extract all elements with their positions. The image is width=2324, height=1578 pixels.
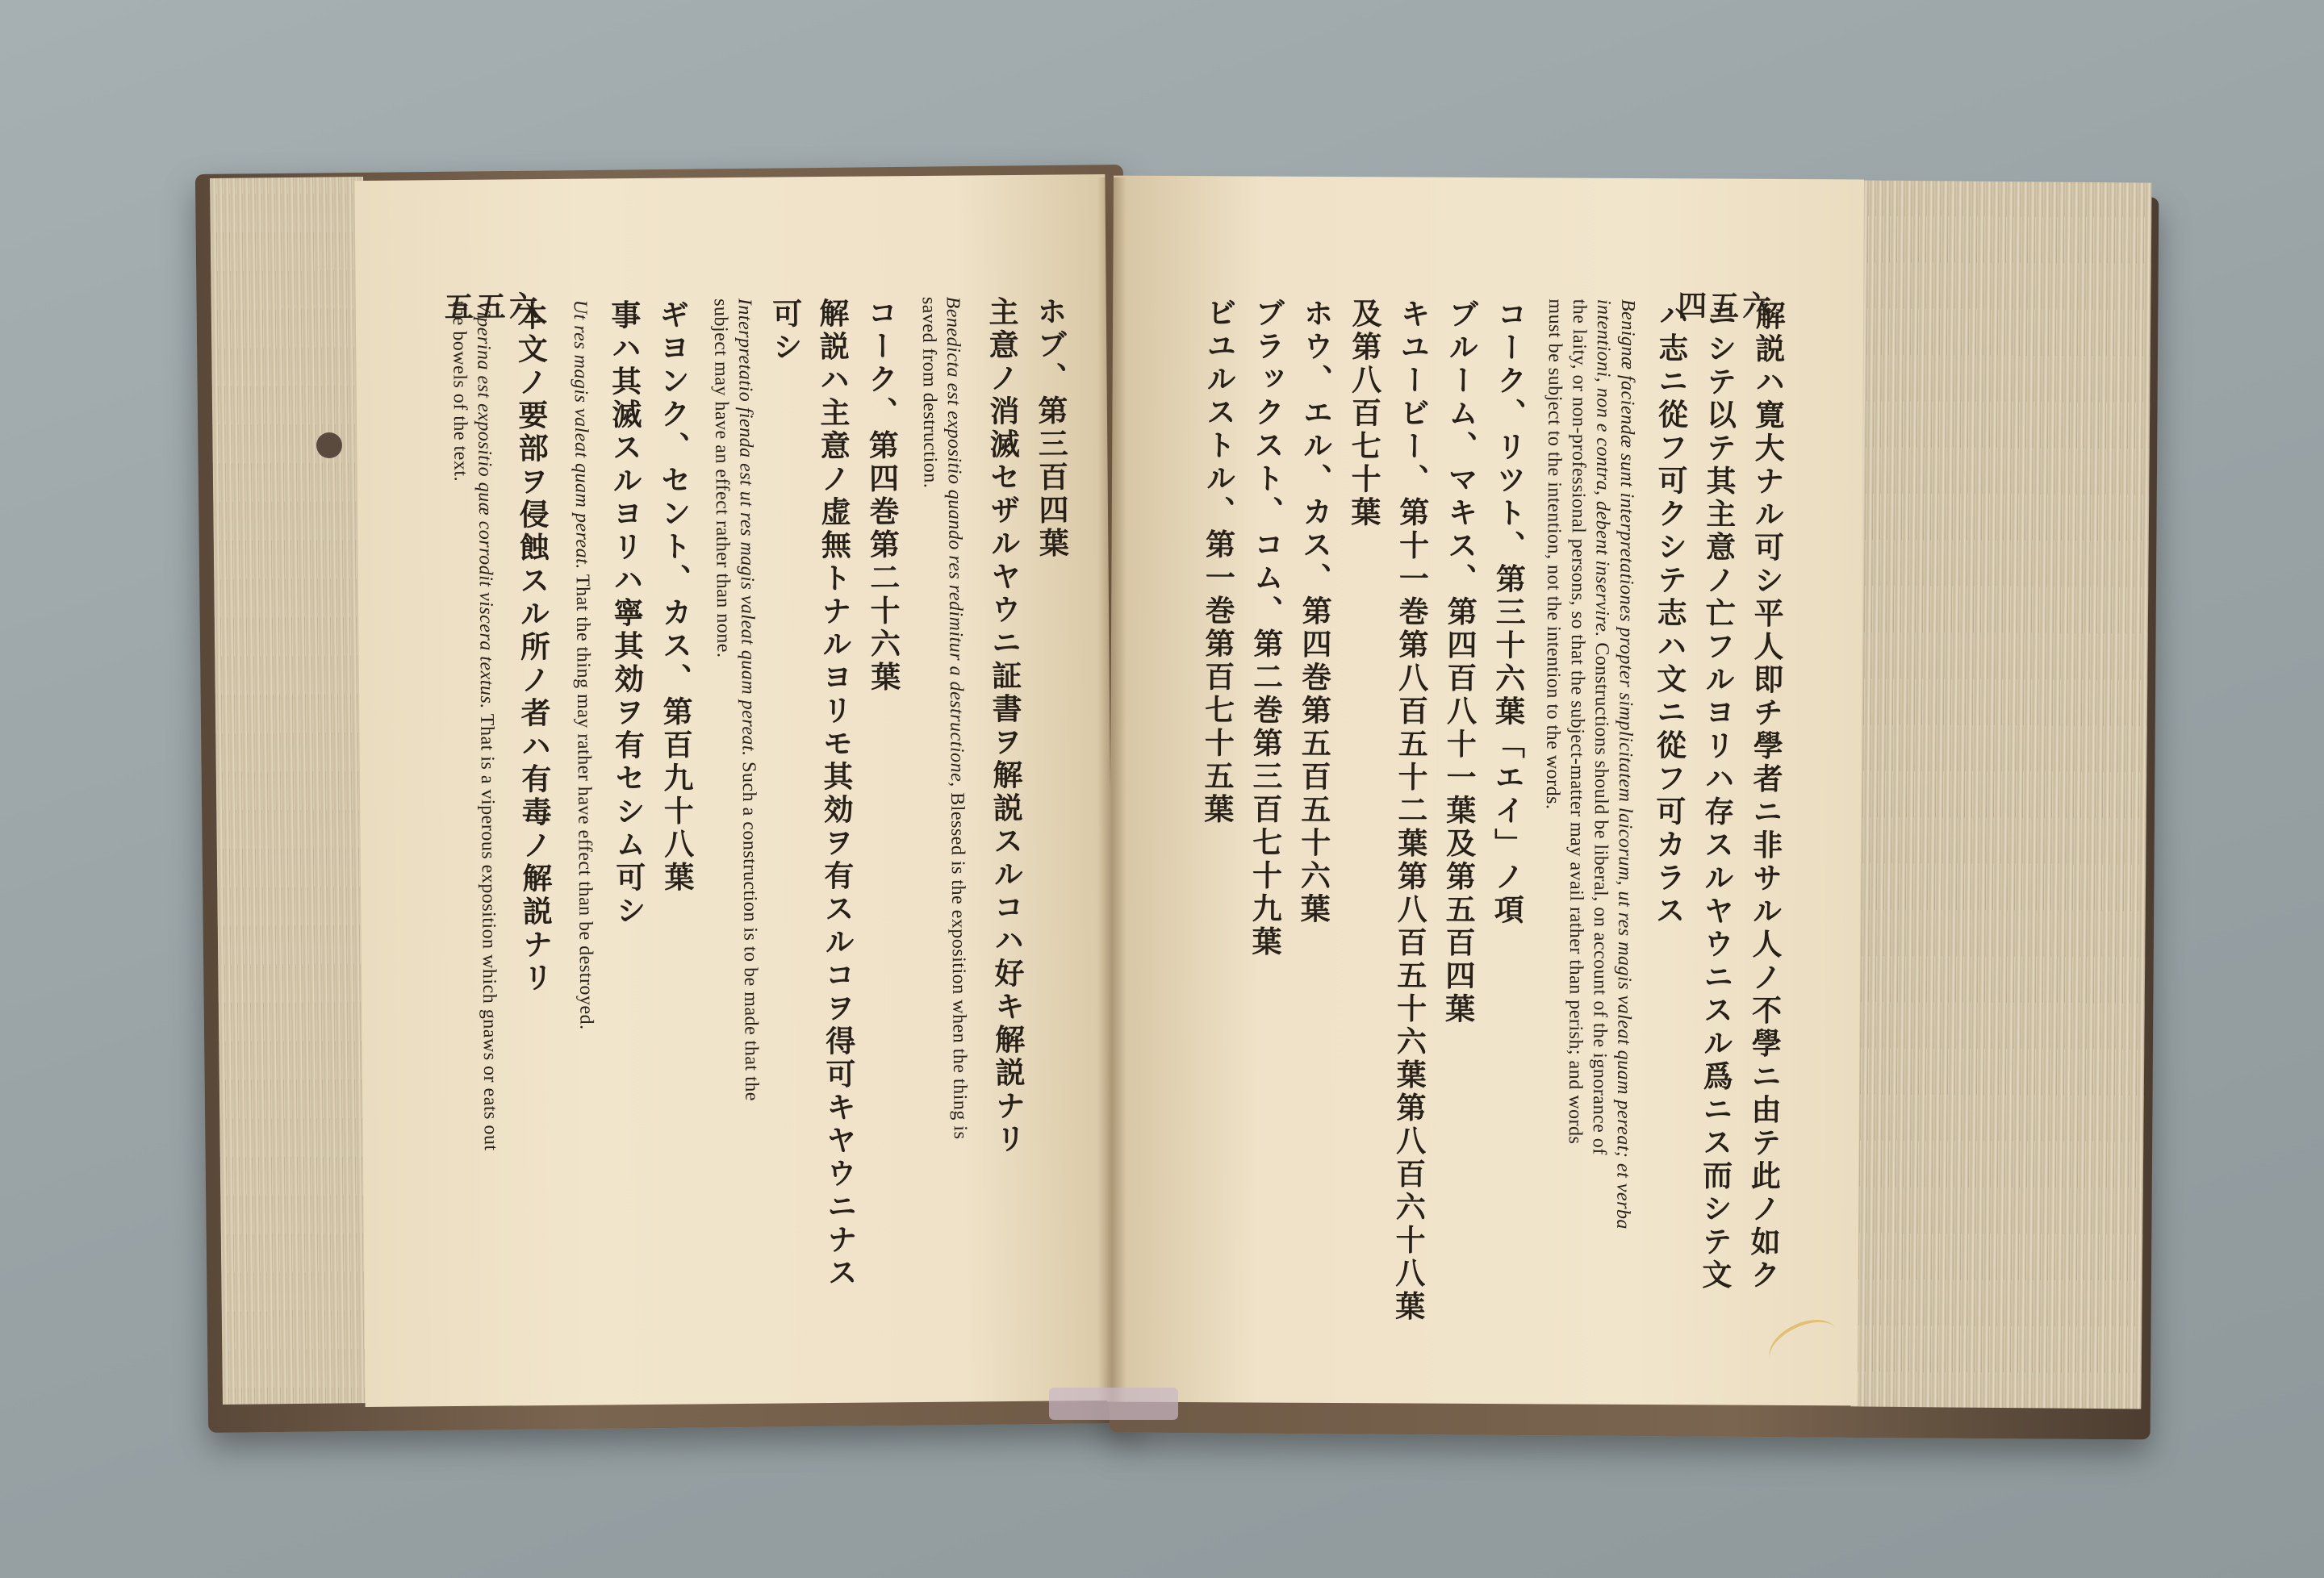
english-text: That is a viperous exposition which gnaws or eats out (476, 708, 501, 1151)
right-column-13: ブラックスト、コム、第二巻第三百七十九葉 (1246, 297, 1286, 959)
left-column-12 (571, 300, 596, 1030)
right-column-4 (1613, 299, 1637, 1229)
ink-stain (316, 432, 342, 458)
left-page-folio: 五五六 (444, 290, 541, 325)
left-column-10: ギヨンク、セント、カス、第百九十八葉 (654, 298, 696, 895)
left-column-3 (943, 297, 970, 1140)
latin-text: Viperina est expositio quæ corrodit viscera textus. (472, 300, 498, 709)
right-column-12: ホウ、エル、カス、第四巻第五百五十六葉 (1295, 297, 1335, 926)
left-column-15 (449, 301, 470, 482)
left-column-7: 可シ (767, 298, 804, 365)
left-column-4 (919, 297, 940, 489)
latin-text: Interpretatio fienda est ut res magis valeat quam pereat. (734, 298, 759, 757)
left-column-8 (735, 298, 762, 1101)
latin-text: Benignæ faciendæ sunt interpretationes propter simplicitatem laicorum, ut res magis valeat quam pereat; et verba (1612, 298, 1639, 1229)
right-column-1: 解説ハ寛大ナル可シ平人即チ學者ニ非サル人ノ不學ニ由テ此ノ如ク (1745, 299, 1787, 1292)
right-page (1107, 176, 1864, 1406)
right-column-11: 及第八百七十葉 (1345, 298, 1383, 530)
right-column-8: コーク、リツト、第三十六葉「エイ」ノ項 (1489, 298, 1528, 928)
right-column-9: ブルーム、マキス、第四百八十一葉及第五百四葉 (1440, 298, 1480, 1026)
right-column-2: ニシテ以テ其主意ノ亡フルヨリハ存スルヤウニスル爲ニス而シテ文 (1696, 299, 1738, 1292)
left-column-9 (711, 298, 734, 658)
right-column-7 (1543, 298, 1565, 809)
english-text: Such a construction is to be made that the (738, 756, 763, 1102)
left-column-5: コーク、第四巻第二十六葉 (862, 297, 901, 695)
english-text: Blessed is the exposition when the thing is (946, 787, 971, 1140)
left-column-6: 解説ハ主意ノ虚無トナルヨリモ其効ヲ有スルコヲ得可キヤウニナス (813, 297, 859, 1291)
book-gutter (1097, 177, 1126, 1412)
english-text: the laity, or non-professional persons, so that the subject-matter may avail rather than perish; and words (1564, 298, 1590, 1145)
latin-text: intentioni, non e contra, debent inservire. (1590, 298, 1615, 638)
right-page-folio: 四五六 (1678, 289, 1775, 324)
right-page-edges (1850, 180, 2151, 1409)
right-column-14: ビユルストル、第一巻第百七十五葉 (1198, 297, 1238, 827)
left-page-edges (210, 177, 376, 1405)
left-column-1: ホブ、第三百四葉 (1031, 295, 1070, 561)
left-column-13: 本文ノ要部ヲ侵蝕スル所ノ者ハ有毒ノ解説ナリ (512, 300, 554, 996)
english-text: must be subject to the intention, not the intention to the words. (1541, 298, 1566, 810)
right-column-5 (1590, 299, 1614, 1155)
english-text: Constructions should be liberal, on account of the ignorance of (1588, 637, 1612, 1155)
english-text: the bowels of the text. (448, 300, 471, 482)
english-text: saved from destruction. (917, 296, 941, 489)
english-text: That the thing may rather have effect than be destroyed. (571, 569, 597, 1030)
latin-text: Ut res magis valeat quam pereat. (569, 299, 593, 570)
right-column-3: ハ志ニ從フ可クシテ志ハ文ニ從フ可カラス (1650, 299, 1690, 929)
left-column-2: 主意ノ消滅セザルヤウニ証書ヲ解説スルコハ好キ解説ナリ (983, 295, 1026, 1157)
right-column-10: キユービー、第十一巻第八百五十二葉第八百五十六葉第八百六十八葉 (1390, 298, 1432, 1324)
left-column-11: 事ハ其滅スルヨリハ寧其効ヲ有セシム可シ (605, 298, 647, 929)
left-column-14 (474, 301, 500, 1151)
spine-ribbon (1049, 1388, 1178, 1420)
left-page (354, 174, 1115, 1407)
english-text: subject may have an effect rather than none. (709, 298, 734, 658)
latin-text: Benedicta est expositio quando res redimitur a destructione, (942, 296, 968, 787)
right-column-6 (1565, 299, 1589, 1145)
